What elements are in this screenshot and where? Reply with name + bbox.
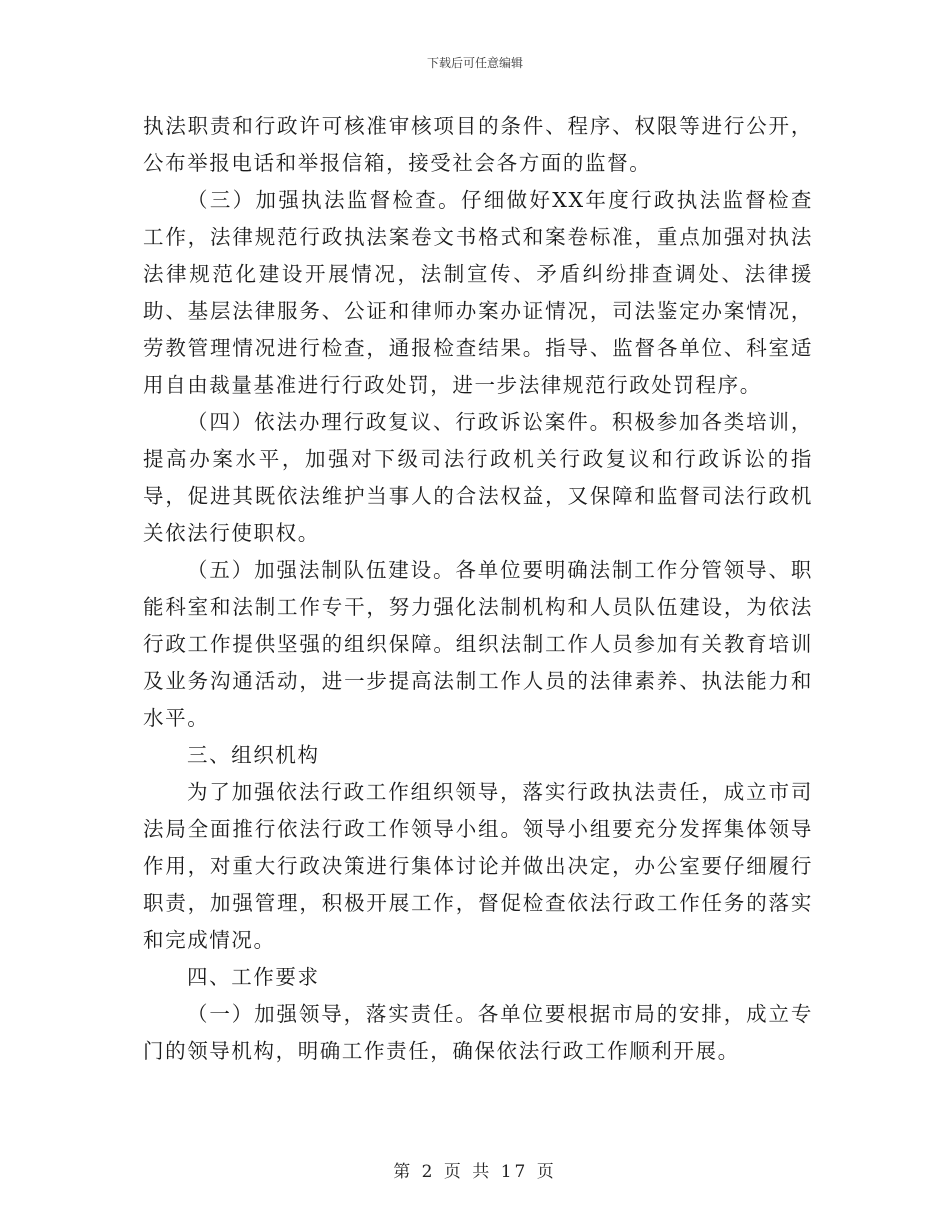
- section-heading-organization: 三、组织机构: [187, 743, 320, 767]
- page-footer: 第 2 页 共 17 页: [393, 1162, 557, 1182]
- paragraph-supervision: （三）加强执法监督检查。仔细做好XX年度行政执法监督检查工作，法律规范行政执法案卷文书格式和案卷标准，重点加强对执法法律规范化建设开展情况，法制宣传、矛盾纠纷排查调处、法律援助、基层法律服务、公证和律师办案办证情况，司法鉴定办案情况，劳教管理情况进行检查，通报检查结果。指导、监督各单位、科室适用自由裁量基准进行行政处罚，进一步法律规范行政处罚程序。: [143, 188, 813, 397]
- document-body: [143, 108, 813, 1070]
- paragraph-team-building: （五）加强法制队伍建设。各单位要明确法制工作分管领导、职能科室和法制工作专干，努力强化法制机构和人员队伍建设，为依法行政工作提供坚强的组织保障。组织法制工作人员参加有关教育培训及业务沟通活动，进一步提高法制工作人员的法律素养、执法能力和水平。: [143, 558, 813, 730]
- paragraph-organization: 为了加强依法行政工作组织领导，落实行政执法责任，成立市司法局全面推行依法行政工作领导小组。领导小组要充分发挥集体领导作用，对重大行政决策进行集体讨论并做出决定，办公室要仔细履行职责，加强管理，积极开展工作，督促检查依法行政工作任务的落实和完成情况。: [143, 780, 813, 952]
- paragraph-leadership: （一）加强领导，落实责任。各单位要根据市局的安排，成立专门的领导机构，明确工作责任，确保依法行政工作顺利开展。: [143, 1002, 813, 1063]
- paragraph-continuation: 执法职责和行政许可核准审核项目的条件、程序、权限等进行公开，公布举报电话和举报信箱，接受社会各方面的监督。: [143, 114, 813, 175]
- section-heading-requirements: 四、工作要求: [187, 965, 320, 989]
- paragraph-review-cases: （四）依法办理行政复议、行政诉讼案件。积极参加各类培训，提高办案水平，加强对下级司法行政机关行政复议和行政诉讼的指导，促进其既依法维护当事人的合法权益，又保障和监督司法行政机关依法行使职权。: [143, 410, 813, 545]
- page-header: 下载后可任意编辑: [426, 56, 523, 70]
